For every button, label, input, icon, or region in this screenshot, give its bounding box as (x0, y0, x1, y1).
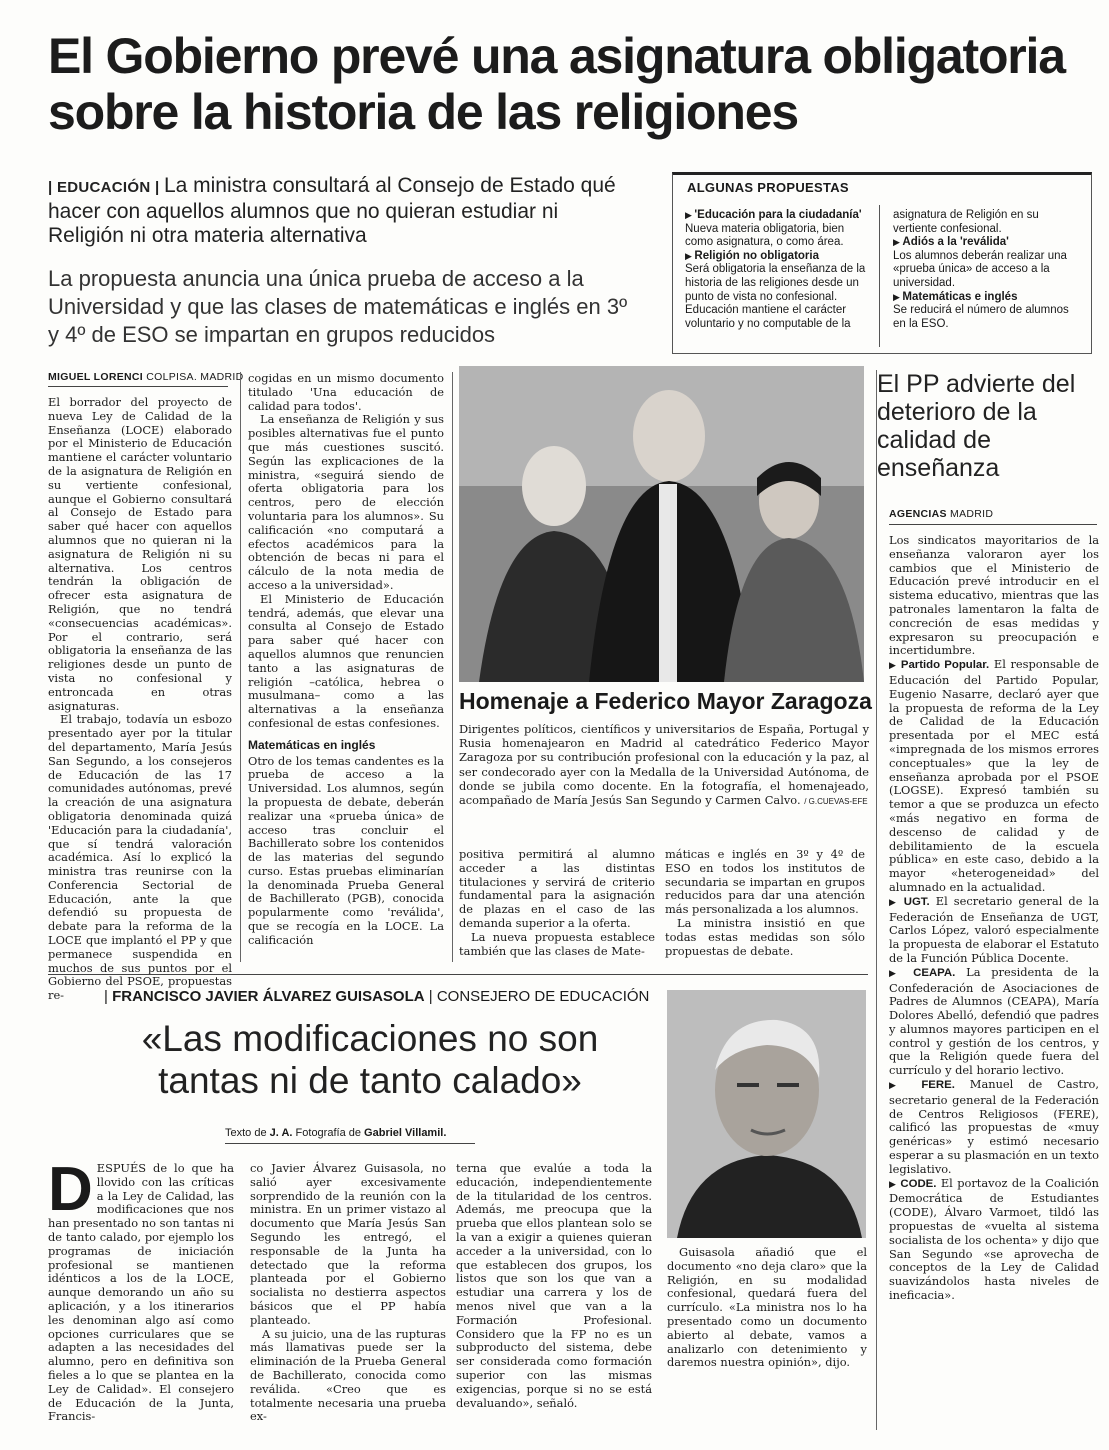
proposal-item: ▶ Matemáticas e inglés Se reducirá el número de alumnos en la ESO. (893, 290, 1069, 330)
paragraph: co Javier Álvarez Guisasola, no salió ayer excesivamente sorprendido de la reunión con la ministra. En un primer vistazo al documento que María Jesús San Segundo les entregó, el responsable de la Junta ha detectado que la reforma planteada por el Gobierno socialista no destierra aspectos básicos que el PP había planteado. (250, 1161, 446, 1327)
subheading: Matemáticas en inglés (248, 737, 376, 752)
paragraph: La nueva propuesta establece también que las clases de Mate- (459, 929, 655, 958)
proposals-col-1 (685, 209, 875, 331)
triangle-icon: ▶ (893, 237, 903, 248)
proposals-title: ALGUNAS PROPUESTAS (687, 180, 849, 195)
sidebar-item: ▶ CEAPA. La presidenta de la Confederación de Asociaciones de Padres de Alumnos (CEAPA), María Dolores Abelló, defendió que padres y alumnos mayores participen en el control y gestión de los centros, y que la Religión quede fuera del currículo y del horario lectivo. (889, 964, 1100, 1078)
proposal-continuation: asignatura de Religión en su vertiente confesional. (893, 209, 1039, 235)
section-rule (48, 974, 868, 975)
section-tag: EDUCACIÓN (56, 179, 151, 196)
sidebar-item: ▶ FERE. Manuel de Castro, secretario general de la Federación de Centros Religiosos (FERE), calificó las propuestas de «muy genéricas» y estimó necesario esperar a su plasmación en un texto legislativo. (889, 1077, 1099, 1176)
triangle-icon: ▶ (889, 661, 901, 672)
paragraph: Guisasola añadió que el documento «no deja claro» que la Religión, en su modalidad confesional, quedará fuera del currículo. «La ministra nos lo ha presentado como un documento abierto al debate, vamos a analizarlo con detenimiento y daremos nuestra opinión», dijo. (667, 1245, 867, 1370)
sidebar-item: ▶ Partido Popular. El responsable de Educación del Partido Popular, Eugenio Nasarre, declaró ayer que la propuesta de reforma de la Ley de Calidad de la Educación presentada por el MEC está «impregnada de los mismos errores conceptuales» que la ley de enseñanza aprobada por el PSOE (LOGSE). Expresó también su temor a que se produzca un efecto «más negativo en forma de descenso de calidad y de debilitamiento de la escuela pública» en este caso, debido a la mayor «heterogeneidad» del alumnado en la actualidad. (889, 657, 1099, 894)
proposal-item: ▶ Religión no obligatoria Será obligatoria la enseñanza de la historia de las religiones desde un punto de vista no confesional. Educación mantiene el carácter voluntario y no computable de la (685, 249, 866, 330)
sidebar-rule (889, 524, 1097, 525)
article-column-2 (248, 372, 444, 948)
interview-column-4 (667, 1246, 867, 1370)
proposals-divider (879, 205, 880, 347)
paragraph: máticas e inglés en 3º y 4º de ESO en todos los institutos de secundaria se impartan en grupos reducidos para dar una atención más personalizada a los alumnos. (665, 847, 865, 917)
article-column-1 (48, 396, 232, 1003)
paragraph: El trabajo, todavía un esbozo presentado ayer por la titular del departamento, María Jesús San Segundo, a los consejeros de Educación de las 17 comunidades autónomas, prevé la creación de una asignatura obligatoria denominada quizá 'Educación para la ciudadanía', que sí tendrá valoración académica. Así lo explicó la ministra tras reunirse con la Conferencia Sectorial de Educación, ante la que defendió su propuesta de debate para la reforma de la LOCE que implantó el PP y que permanece suspendida en muchos de sus puntos por el Gobierno del PSOE, propuestas re- (48, 712, 232, 1003)
sidebar-item: ▶ UGT. El secretario general de la Federación de Enseñanza de UGT, Carlos López, valoró especialmente la propuesta de elaborar el Estatuto de la Función Pública Docente. (889, 893, 1099, 965)
paragraph: positiva permitirá al alumno acceder a las distintas titulaciones y servirá de criterio fundamental para la asignación de plazas en el caso de las demanda superior a la oferta. (459, 847, 655, 930)
sidebar-item: ▶ CODE. El portavoz de la Coalición Democrática de Estudiantes (CODE), Álvaro Varmoet, tildó las propuestas de «vuelta al sistema socialista de los ochenta» y dijo que San Segundo «se aprovecha de conceptos de la Ley de Calidad suavizándolos hasta niveles de ineficacia». (889, 1175, 1099, 1303)
interviewee-role: CONSEJERO DE EDUCACIÓN (436, 988, 650, 1005)
subhead: | EDUCACIÓN | La ministra consultará al Consejo de Estado qué hacer con aquellos alumnos que no quieran estudiar ni Religión ni otra materia alternativa (48, 174, 616, 247)
interview-credit: Texto de J. A. Fotografía de Gabriel Villamil. (225, 1127, 447, 1139)
dropcap: D (48, 1155, 93, 1224)
paragraph: El borrador del proyecto de nueva Ley de Calidad de la Enseñanza (LOCE) elaborado por el Ministerio de Educación mantiene el carácter voluntario de la asignatura de Religión en su vertiente confesional, aunque el Gobierno consultará al Consejo de Estado para saber qué hacer con aquellos alumnos que no quieran ni la asignatura de Religión ni su alternativa. Los centros tendrán la obligación de ofrecer esta asignatura de Religión, que no tendrá «consecuencias académicas». Por el contrario, será obligatoria la enseñanza de las religiones desde un punto de vista no confesional y entroncada en otras asignaturas. (48, 395, 232, 713)
triangle-icon: ▶ (893, 291, 903, 302)
proposal-item: ▶ 'Educación para la ciudadanía' Nueva materia obligatoria, bien como asignatura, o como área. (685, 209, 862, 249)
article-column-3 (459, 848, 655, 958)
article-column-4 (665, 848, 865, 958)
sidebar-divider (876, 370, 877, 1430)
triangle-icon: ▶ (685, 250, 695, 261)
triangle-icon: ▶ (889, 1081, 922, 1092)
triangle-icon: ▶ (889, 897, 904, 908)
byline-rule (48, 386, 228, 387)
column-divider (452, 372, 453, 962)
sidebar-byline: AGENCIAS MADRID (889, 508, 994, 520)
paragraph: cogidas en un mismo documento titulado 'Una educación de calidad para todos'. (248, 371, 444, 413)
triangle-icon: ▶ (889, 968, 914, 979)
proposals-col-2 (893, 209, 1083, 331)
interview-column-2 (250, 1162, 446, 1424)
triangle-icon: ▶ (685, 210, 695, 220)
photo-illustration (459, 366, 864, 682)
photo-caption-title: Homenaje a Federico Mayor Zaragoza (459, 688, 872, 714)
paragraph: La enseñanza de Religión y sus posibles alternativas fue el punto que más cuestiones suscitó. Según las explicaciones de la ministra, «seguirá siendo de oferta obligatoria para los centros, pero de elección voluntaria para los alumnos». Su calificación «no computará a efectos académicos para la obtención de becas ni para el cálculo de la nota media de acceso a la universidad». (248, 412, 444, 592)
guisasola-photo (667, 990, 866, 1238)
photo-caption: Dirigentes políticos, científicos y universitarios de España, Portugal y Rusia homenajearon en Madrid al catedrático Federico Mayor Zaragoza por su contribución profesional con la educación y la paz, al ser condecorado ayer con la Medalla de la Universidad Autónoma, de donde se jubila como docente. En la fotografía, el homenajeado, acompañado de María Jesús San Segundo y Carmen Calvo. / G.CUEVAS-EFE (459, 722, 869, 808)
interview-column-3 (456, 1162, 652, 1410)
interview-kicker: | FRANCISCO JAVIER ÁLVAREZ GUISASOLA | CONSEJERO DE EDUCACIÓN (104, 988, 650, 1005)
proposal-item: ▶ Adiós a la 'reválida' Los alumnos deberán realizar una «prueba única» de acceso a la universidad. (893, 236, 1067, 289)
sidebar-text (889, 534, 1099, 1303)
interview-column-1 (48, 1155, 234, 1424)
paragraph: A su juicio, una de las rupturas más llamativas puede ser la eliminación de la Prueba General de Bachillerato, conocida como reválida. «Creo que es totalmente necesaria una prueba ex- (250, 1326, 446, 1424)
paragraph: Los sindicatos mayoritarios de la enseñanza valoraron ayer los cambios que el Ministerio de Educación prevé introducir en el sistema educativo, mientras que las patronales lamentaron la falta de concreción de esas medidas y expresaron su preocupación e incertidumbre. (889, 533, 1099, 658)
sidebar-title: El PP advierte del deterioro de la calidad de enseñanza (877, 370, 1076, 482)
headline: El Gobierno prevé una asignatura obligatoria sobre la historia de las religiones (48, 28, 1065, 140)
homenaje-photo (459, 366, 864, 682)
paragraph: La ministra insistió en que todas estas medidas son sólo propuestas de debate. (665, 915, 865, 958)
proposals-box (672, 172, 1092, 354)
paragraph: terna que evalúe a toda la educación, independientemente de la titularidad de los centros. Además, me preocupa que la prueba que ellos plantean solo se la van a exigir a quienes quieran acceder a la universidad, con lo que establecen dos grupos, los listos que son los que van a estudiar una carrera y los de menos nivel que van a la Formación Profesional. Considero que la FP no es un subproducto del sistema, debe ser considerada como formación superior con las mismas exigencias, porque si no se está devaluando», señaló. (456, 1161, 652, 1410)
triangle-icon: ▶ (889, 1179, 901, 1190)
paragraph: Otro de los temas candentes es la prueba de acceso a la Universidad. Los alumnos, según la propuesta de debate, deberán realizar una «prueba única» de acceso tras concluir el Bachillerato sobre los contenidos de las materias del segundo curso. Estas pruebas eliminarían la denominada Prueba General de Bachillerato (PGB), conocida popularmente como 'reválida', que se recogía en la LOCE. La calificación (248, 753, 444, 947)
paragraph: El Ministerio de Educación tendrá, además, que elevar una consulta al Consejo de Estado para saber qué hacer con aquellos alumnos que renuncien tanto a las asignaturas de religión –católica, hebrea o musulmana– como a las alternativas a la enseñanza confesional de estas confesiones. (248, 591, 444, 730)
main-byline: MIGUEL LORENCI COLPISA. MADRID (48, 371, 244, 383)
subhead-text: La ministra consultará al Consejo de Estado qué hacer con aquellos alumnos que no quieran estudiar ni Religión ni otra materia alternativa (48, 174, 616, 247)
summary: La propuesta anuncia una única prueba de acceso a la Universidad y que las clases de matemáticas e inglés en 3º y 4º de ESO se impartan en grupos reducidos (48, 266, 628, 347)
photo-credit: / G.CUEVAS-EFE (804, 797, 868, 807)
column-divider (240, 372, 241, 962)
paragraph: ESPUÉS de lo que ha llovido con las críticas a la Ley de Calidad, las modificaciones que nos han presentado no son tantas ni de tanto calado, por ejemplo los programas de iniciación profesional se mantienen idénticos a los de la LOCE, aunque demorando un año su aplicación, y a los itinerarios les denominan algo así como opciones curriculares que se adapten a las necesidades del alumno, pero en definitiva son fieles a lo que se plantea en la Ley de Calidad». El consejero de Educación de la Junta, Francis- (48, 1161, 234, 1424)
interview-title: «Las modificaciones no son tantas ni de tanto calado» (141, 1018, 599, 1101)
credit-rule (225, 1143, 475, 1144)
interviewee-name: FRANCISCO JAVIER ÁLVAREZ GUISASOLA (112, 988, 425, 1005)
portrait-illustration (667, 990, 866, 1238)
